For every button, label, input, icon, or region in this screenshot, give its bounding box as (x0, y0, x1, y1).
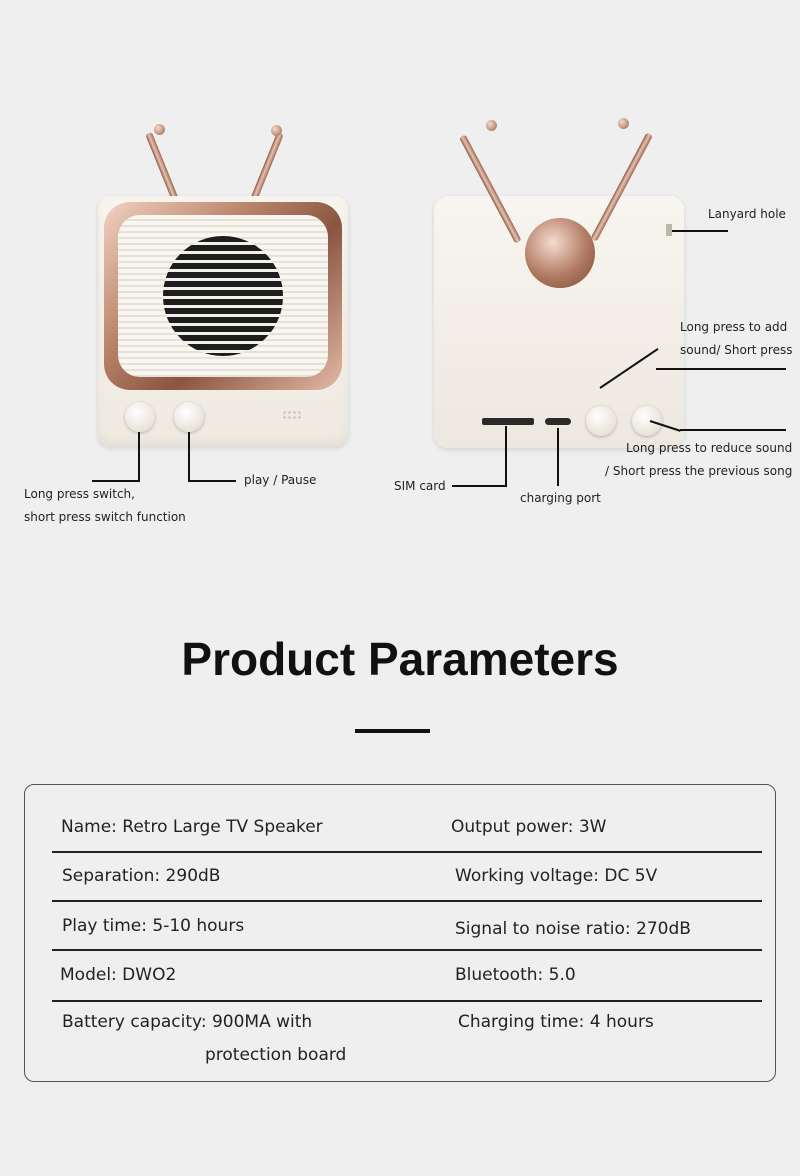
play-pause-label: play / Pause (244, 473, 317, 487)
lanyard-hole-label: Lanyard hole (708, 207, 786, 221)
front-speaker-image (0, 0, 400, 460)
row-divider-3 (52, 949, 762, 951)
volume-up-button (586, 406, 616, 436)
param-battery-2: protection board (205, 1045, 347, 1065)
param-name: Name: Retro Large TV Speaker (61, 817, 323, 837)
reduce-sound-label-1: Long press to reduce sound (626, 441, 793, 455)
left-antenna-tip (154, 124, 165, 135)
param-working-voltage: Working voltage: DC 5V (455, 866, 658, 886)
sim-card-slot (482, 418, 534, 425)
page-title: Product Parameters (181, 633, 619, 685)
title-underline (355, 729, 430, 733)
charging-port-label: charging port (520, 491, 601, 505)
lanyard-leader (672, 230, 728, 232)
switch-leader-h (92, 480, 140, 482)
row-divider-1 (52, 851, 762, 853)
charging-port (545, 418, 571, 425)
param-snr: Signal to noise ratio: 270dB (455, 919, 691, 939)
volume-down-button (632, 406, 662, 436)
mic-dots (282, 410, 302, 420)
param-model: Model: DWO2 (60, 965, 177, 985)
param-bluetooth: Bluetooth: 5.0 (455, 965, 576, 985)
param-play-time: Play time: 5-10 hours (62, 916, 245, 936)
add-sound-leader-h (656, 368, 786, 370)
add-sound-label-2: sound/ Short press (680, 343, 793, 357)
back-left-tip (486, 120, 497, 131)
left-antenna (145, 132, 178, 201)
switch-button (125, 402, 155, 432)
row-divider-4 (52, 1000, 762, 1002)
back-speaker-image (400, 0, 800, 460)
back-right-tip (618, 118, 629, 129)
param-separation: Separation: 290dB (62, 866, 221, 886)
param-battery-1: Battery capacity: 900MA with (62, 1012, 313, 1032)
charging-leader (557, 428, 559, 486)
reduce-leader-h (680, 429, 786, 431)
add-sound-label-1: Long press to add (680, 320, 788, 334)
reduce-sound-label-2: / Short press the previous song (605, 464, 793, 478)
right-antenna (250, 132, 283, 201)
param-charging-time: Charging time: 4 hours (458, 1012, 654, 1032)
row-divider-2 (52, 900, 762, 902)
switch-label-1: Long press switch, (24, 487, 135, 501)
sim-leader-v (505, 426, 507, 486)
speaker-grille (163, 236, 283, 356)
play-leader-v (188, 432, 190, 482)
sim-leader-h (452, 485, 507, 487)
antenna-ball (525, 218, 595, 288)
switch-label-2: short press switch function (24, 510, 186, 524)
right-antenna-tip (271, 125, 282, 136)
play-leader-h (188, 480, 236, 482)
param-output-power: Output power: 3W (451, 817, 607, 837)
sim-card-label: SIM card (394, 479, 446, 493)
play-pause-button (174, 402, 204, 432)
switch-leader-v (138, 432, 140, 482)
